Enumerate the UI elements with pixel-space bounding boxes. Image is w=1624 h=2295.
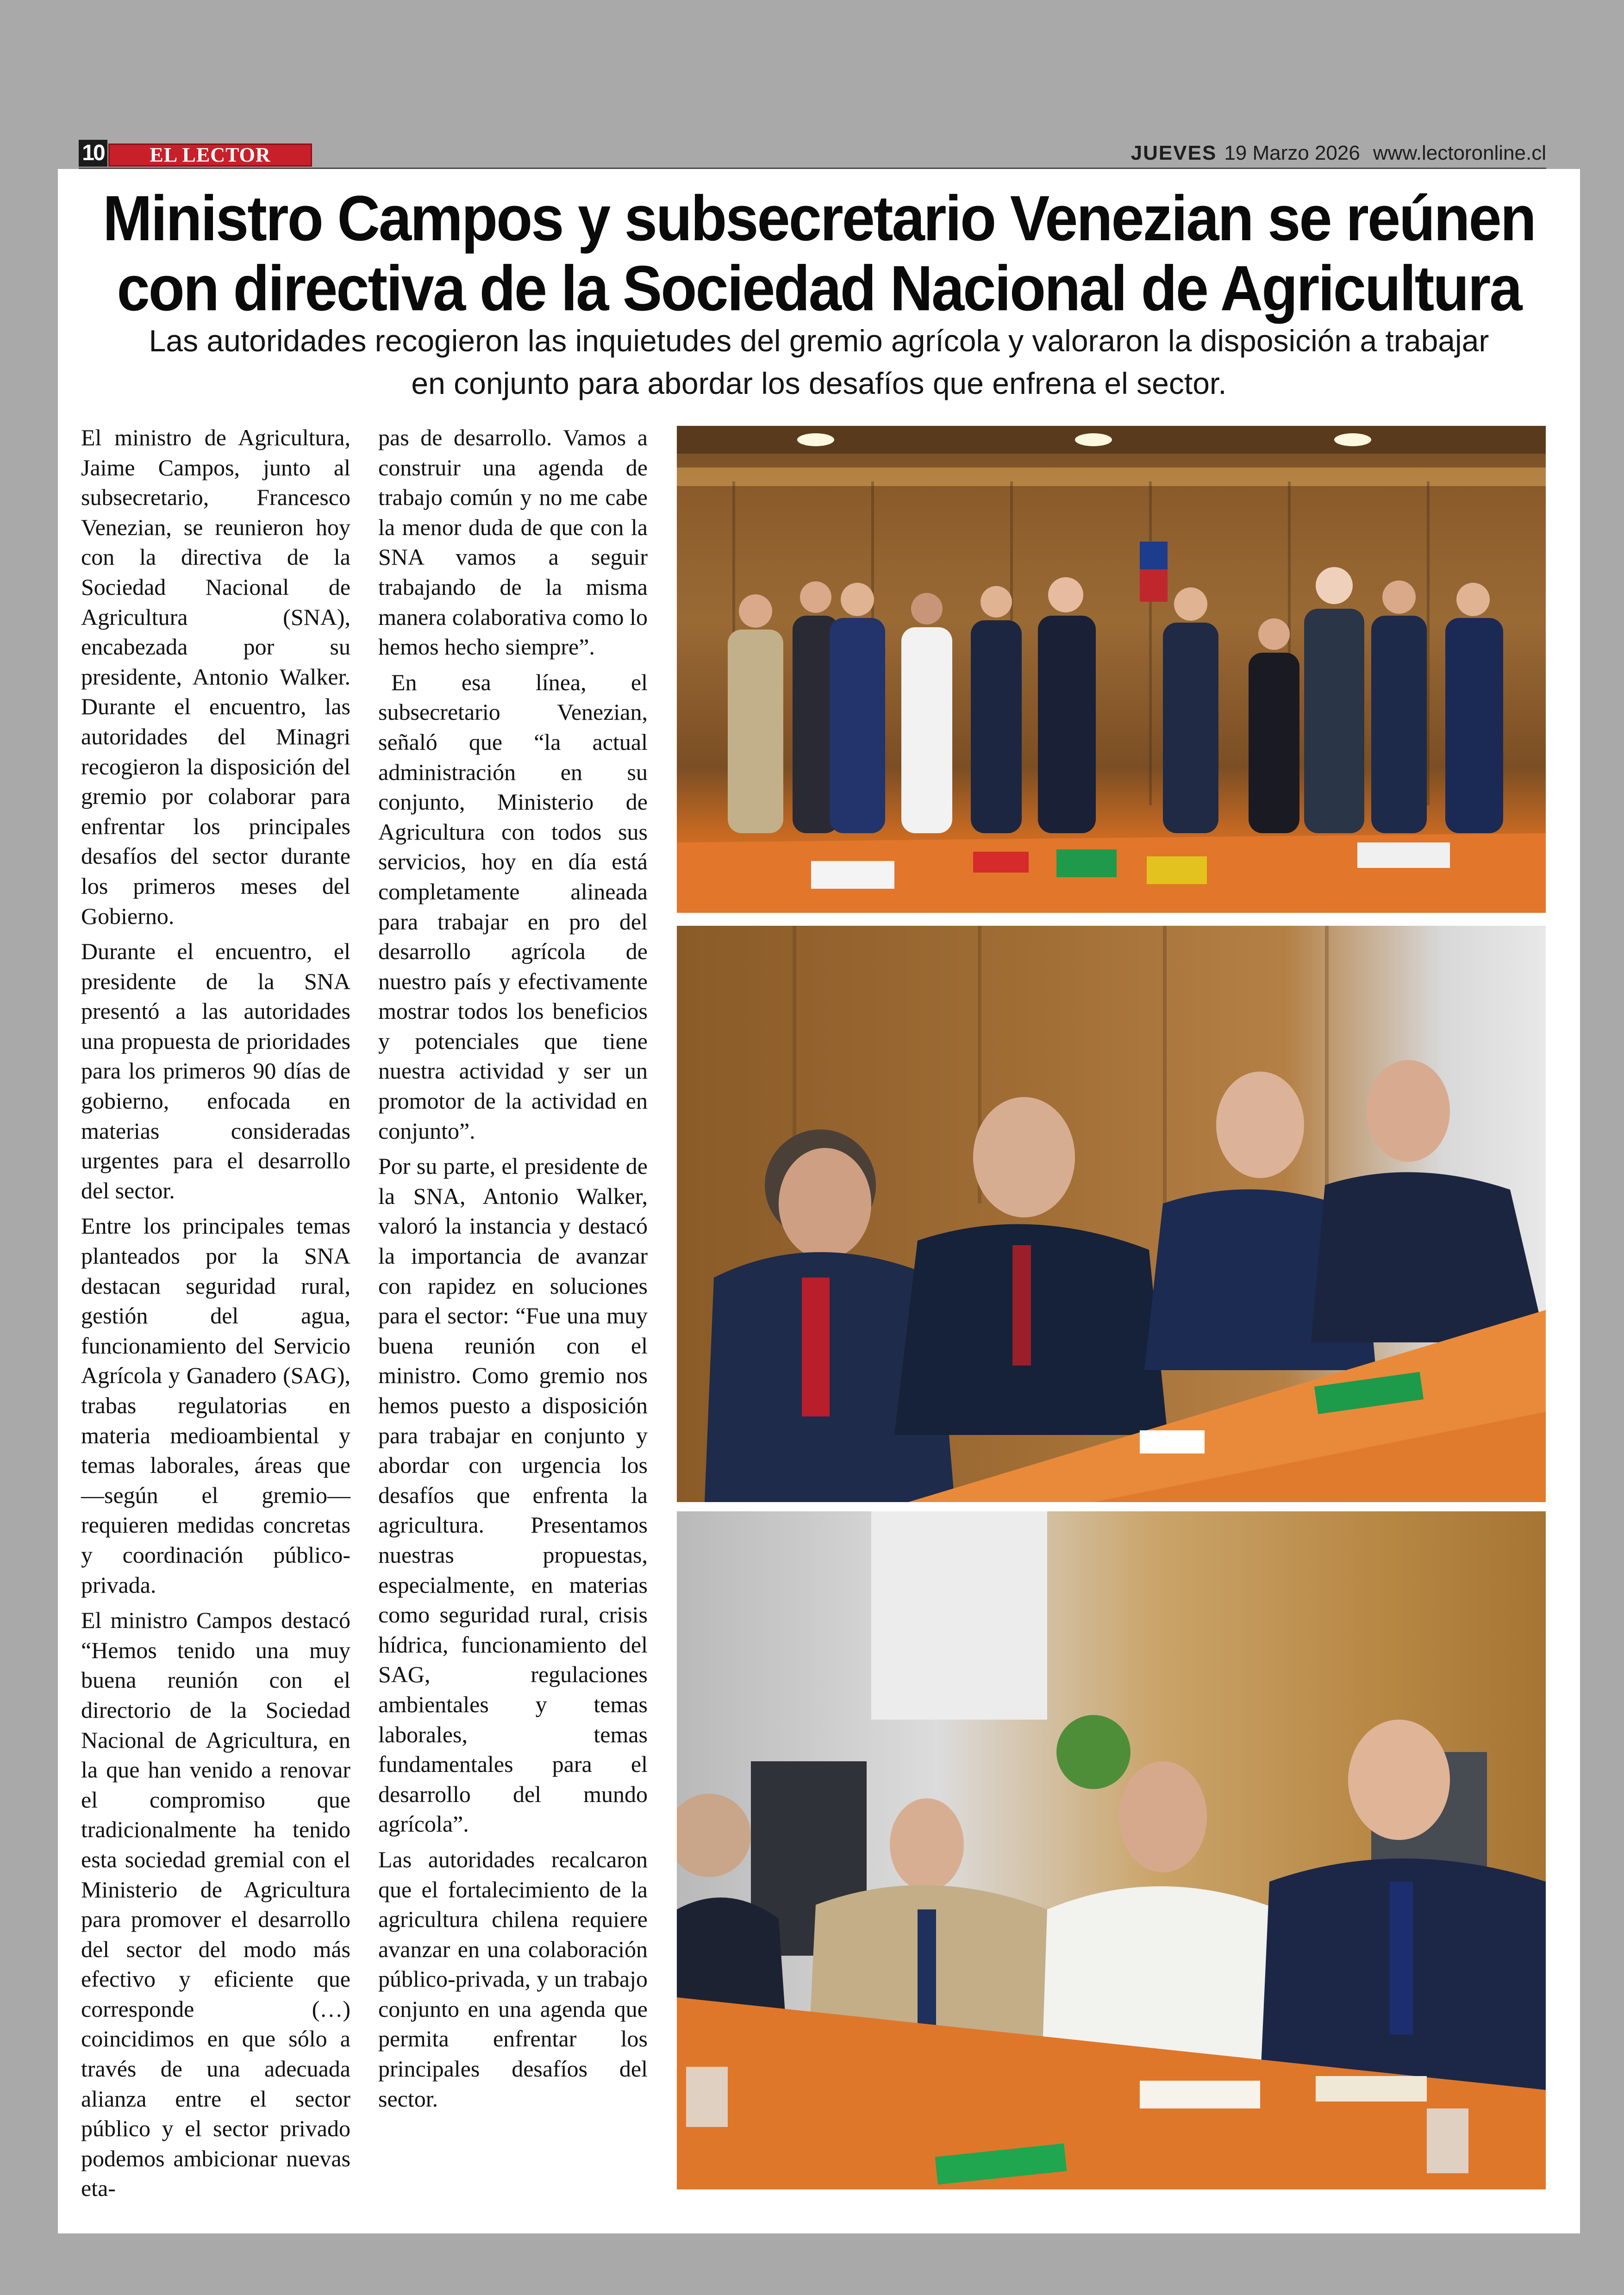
paragraph: Por su parte, el presidente de la SNA, Antonio Walker, valoró la instancia y destacó la importancia de avanzar con rapidez en soluciones para el sector: “Fue una muy buena reunión con el ministro. Como gremio nos hemos puesto a disposición para trabajar en conjunto y abordar con urgencia los desafíos que enfrenta la agricultura. Presentamos nuestras propuestas, especialmente, en materias como seguridad rural, crisis hídrica, funcionamiento del SAG, regulaciones ambientales y temas laborales, temas fundamentales para el desarrollo del mundo agrícola”.: [378, 1153, 648, 1837]
header-website[interactable]: www.lectoronline.cl: [1373, 142, 1546, 164]
meeting-photo-table: [677, 1511, 1546, 2189]
paragraph: El ministro Campos destacó “Hemos tenido una muy buena reunión con el directorio de la Sociedad Nacional de Agricultura, en la que han venido a renovar el compromiso que tradicionalmente ha tenido esta sociedad gremial con el Ministerio de Agricultura para promover el desarrollo del sector del modo más efectivo y eficiente que corresponde (…) coincidimos en que sólo a través de una adecuada alianza entre el sector público y el sector privado podemos ambicionar nuevas eta-: [81, 1607, 350, 2201]
header-date: 19 Marzo 2026: [1224, 142, 1360, 164]
paragraph: En esa línea, el subsecretario Venezian, señaló que “la actual administración en su conjunto, Ministerio de Agricultura con todos sus servicios, hoy en día está completamente alineada para trabajar en pro del desarrollo agrícola de nuestro país y efectivamente mostrar todos los beneficios y potenciales que tiene nuestra actividad y ser un promotor de la actividad en conjunto”.: [378, 669, 648, 1144]
paragraph: Entre los principales temas planteados por la SNA destacan seguridad rural, gestión del agua, funcionamiento del Servicio Agrícola y Ganadero (SAG), trabas regulatorias en materia medioambiental y temas laborales, áreas que —según el gremio— requieren medidas concretas y coordinación público-privada.: [81, 1213, 350, 1598]
group-photo-illustration: [677, 426, 1546, 913]
paragraph: Durante el encuentro, el presidente de la SNA presentó a las autoridades una propuesta de prioridades para los primeros 90 días de gobierno, enfocada en materias consideradas urgentes para el desarrollo del sector.: [81, 938, 350, 1204]
paragraph: pas de desarrollo. Vamos a construir una agenda de trabajo común y no me cabe la menor duda de que con la SNA vamos a seguir trabajando de la misma manera colaborativa como lo hemos hecho siempre”.: [378, 424, 648, 660]
paragraph: El ministro de Agricultura, Jaime Campos, junto al subsecretario, Francesco Venezian, se reunieron hoy con la directiva de la Sociedad Nacional de Agricultura (SNA), encabezada por su presidente, Antonio Walker. Durante el encuentro, las autoridades del Minagri recogieron la disposición del gremio por colaborar para enfrentar los principales desafíos del sector durante los primeros meses del Gobierno.: [81, 424, 350, 929]
page-header: [79, 139, 1546, 170]
newspaper-page: [58, 169, 1580, 2233]
paragraph: Las autoridades recalcaron que el fortalecimiento de la agricultura chilena requiere avanzar en una colaboración público-privada, y un trabajo conjunto en una agenda que permita enfrentar los principales desafíos del sector.: [378, 1846, 648, 2112]
article-headline: Ministro Campos y subsecretario Venezian se reúnen con directiva de la Sociedad Nacional de Agricultura: [103, 182, 1535, 324]
meeting-photo-officials-illustration: [677, 926, 1546, 1502]
page-number: 10: [79, 140, 107, 167]
article-column-2: [378, 423, 648, 2119]
meeting-photo-table-illustration: [677, 1511, 1546, 2189]
header-dateline: [1131, 142, 1546, 165]
article-deck: Las autoridades recogieron las inquietudes del gremio agrícola y valoraron la disposición a trabajar en conjunto para abordar los desafíos que enfrena el sector.: [149, 324, 1489, 400]
meeting-photo-officials: [677, 926, 1546, 1502]
newspaper-logo: EL LECTOR: [108, 143, 312, 167]
group-photo: [677, 426, 1546, 913]
article-column-1: [81, 423, 350, 2209]
header-day: JUEVES: [1131, 142, 1217, 164]
